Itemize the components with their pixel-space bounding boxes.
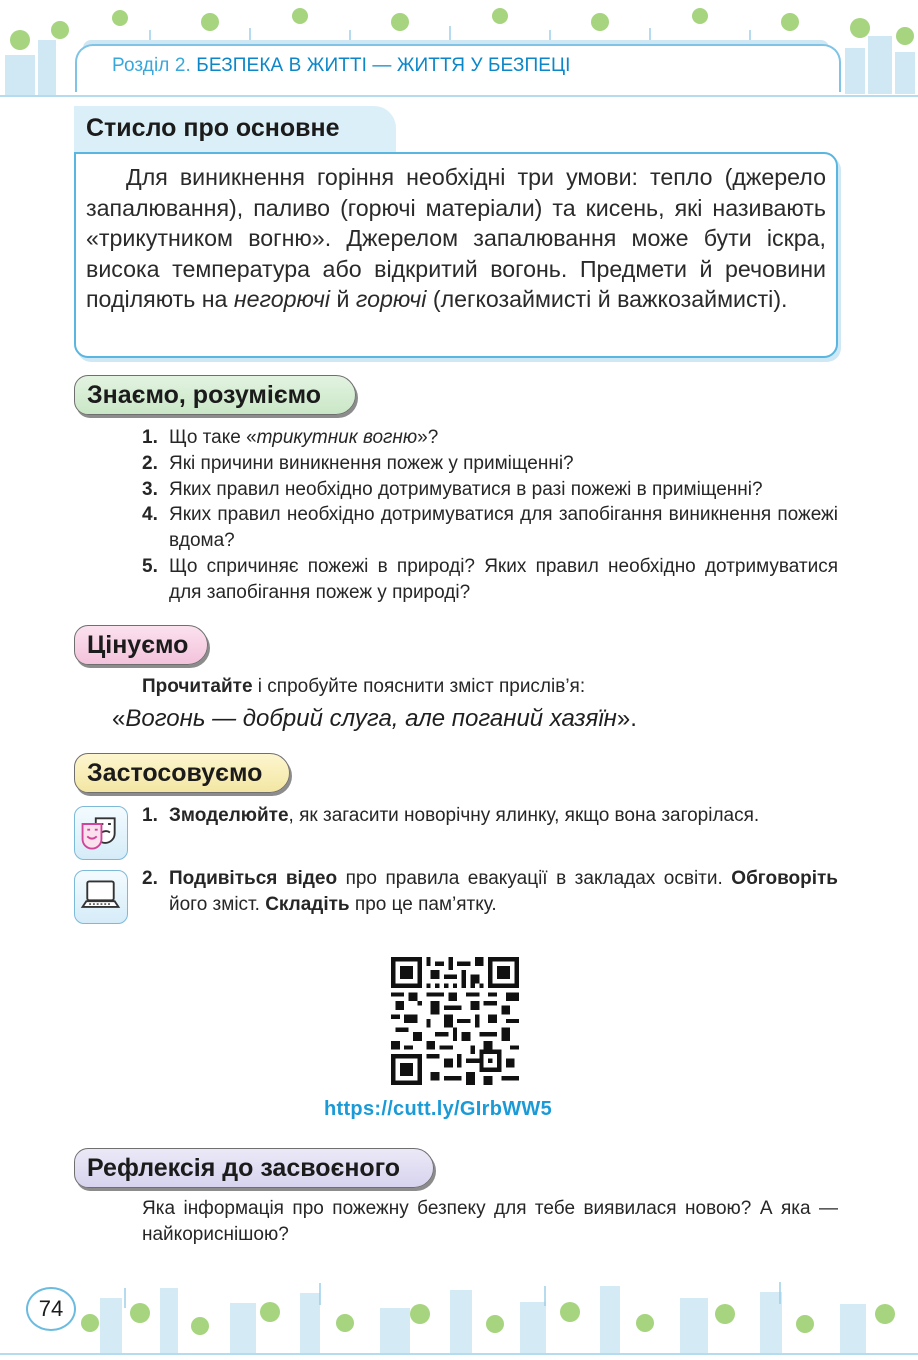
list-item: [142, 803, 838, 829]
list-item: [142, 451, 838, 477]
question-number: 3.: [142, 478, 158, 500]
proverb-text: Вогонь — добрий слуга, але поганий хазяїн: [125, 705, 617, 732]
quote-close-mark: ».: [616, 705, 637, 732]
reflect-text: Яка інформація про пожежну безпеку для тебе виявилася новою? А яка — найкориснішою?: [142, 1198, 838, 1245]
questions-list: [142, 425, 838, 606]
summary-em-nonflammable: негорючі: [233, 286, 331, 312]
question-text: Яких правил необхідно дотримуватися в разі пожежі в приміщенні?: [169, 478, 763, 500]
value-instruction: [142, 674, 838, 700]
theater-masks-icon: [74, 806, 128, 860]
summary-text-part: Для виникнення горіння необхідні три умови: тепло (джерело запалювання), паливо (горючі матеріали) та кисень, які називають «трикутником вогню». Джерелом запалювання може бути іскра, висока температура або відкритий вогонь. Предмети й речовини поділяють на: [86, 164, 826, 312]
task-2: [142, 866, 838, 918]
summary-text-part: (легкозаймисті й важкозаймисті).: [426, 286, 788, 312]
task-1: [142, 803, 838, 829]
question-text: Які причини виникнення пожеж у приміщенні?: [169, 452, 574, 474]
list-item: [142, 554, 838, 606]
question-number: 1.: [142, 427, 158, 448]
task-number: 1.: [142, 805, 158, 826]
chapter-title: БЕЗПЕКА В ЖИТТІ — ЖИТТЯ У БЕЗПЕЦІ: [196, 55, 571, 76]
section-heading-know: Знаємо, розуміємо: [74, 375, 356, 415]
question-text: Що таке «: [169, 427, 257, 448]
chapter-header: [112, 55, 571, 77]
task-text: про це пам’ятку.: [349, 893, 497, 915]
list-item: [142, 425, 838, 451]
task-number: 2.: [142, 868, 158, 889]
summary-text-part: й: [330, 286, 356, 312]
question-number: 2.: [142, 452, 158, 474]
proverb-quote: [112, 705, 637, 733]
video-link[interactable]: https://cutt.ly/GIrbWW5: [324, 1098, 552, 1120]
section-heading-apply: Застосовуємо: [74, 753, 290, 793]
chapter-number: Розділ 2.: [112, 55, 191, 76]
page-number: 74: [26, 1287, 76, 1331]
summary-text: [86, 162, 826, 315]
task-verb: Змоделюйте: [169, 805, 289, 826]
summary-heading: Стисло про основне: [86, 114, 340, 142]
section-heading-value: Цінуємо: [74, 625, 208, 665]
task-text: його зміст.: [169, 893, 266, 915]
task-text: про правила евакуації в закладах освіти.: [337, 868, 732, 889]
bottom-cityscape-decoration: [0, 1268, 918, 1360]
summary-em-flammable: горючі: [355, 286, 427, 312]
task-verb: Обговоріть: [731, 868, 838, 889]
value-instruction-bold: Прочитайте: [142, 676, 253, 697]
question-em: трикутник вогню: [256, 427, 418, 448]
section-heading-reflect: Рефлексія до засвоєного: [74, 1148, 434, 1188]
question-text: »?: [417, 427, 439, 448]
quote-open-mark: «: [112, 705, 126, 732]
question-number: 4.: [142, 504, 158, 526]
task-text: , як загасити новорічну ялинку, якщо вона загорілася.: [288, 805, 760, 826]
list-item: [142, 477, 838, 503]
value-instruction-rest: і спробуйте пояснити зміст прислів’я:: [252, 676, 586, 697]
list-item: [142, 866, 838, 918]
qr-code[interactable]: [391, 957, 519, 1085]
question-text: Яких правил необхідно дотримуватися для запобігання виникнення пожежі вдома?: [169, 504, 838, 552]
laptop-icon: [74, 870, 128, 924]
question-number: 5.: [142, 555, 158, 577]
question-text: Що спричиняє пожежі в природі? Яких правил необхідно дотримуватися для запобігання пожеж у природі?: [169, 555, 838, 603]
task-verb: Складіть: [265, 893, 350, 915]
list-item: [142, 502, 838, 554]
task-verb: Подивіться відео: [169, 868, 338, 889]
